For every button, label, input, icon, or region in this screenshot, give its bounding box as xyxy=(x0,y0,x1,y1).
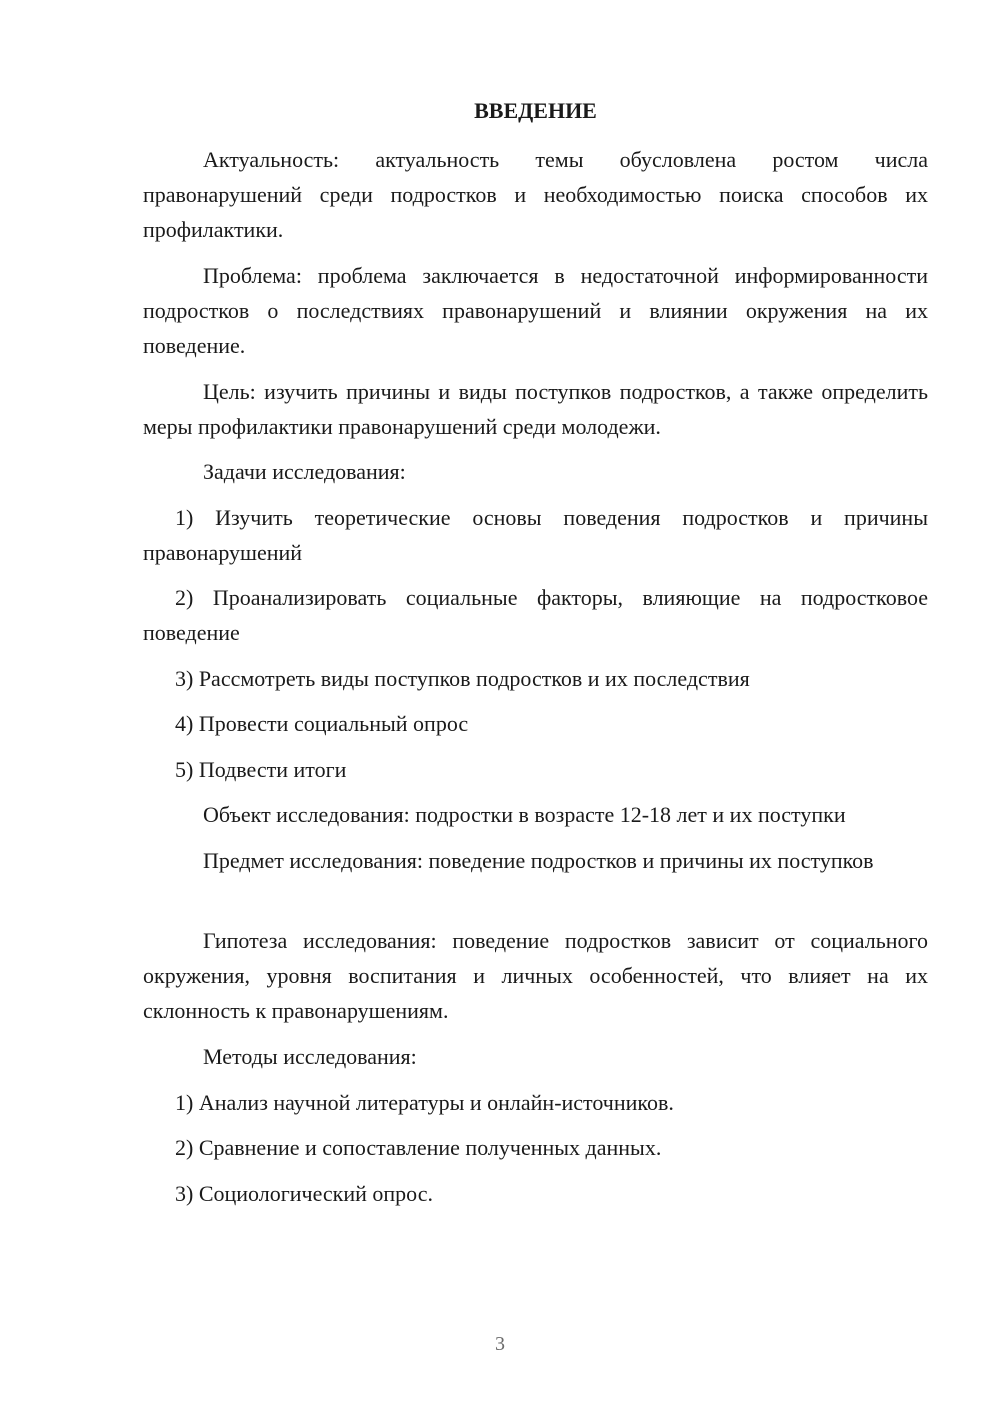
paragraph-relevance: Актуальность: актуальность темы обусловлена ростом числа правонарушений среди подростков и необходимостью поиска способов их профилактики. xyxy=(143,147,928,242)
paragraph-tasks-heading: Задачи исследования: xyxy=(203,459,406,484)
paragraph-goal: Цель: изучить причины и виды поступков подростков, а также определить меры профилактики правонарушений среди молодежи. xyxy=(143,379,928,439)
document-page xyxy=(143,0,928,1414)
paragraph-hypothesis: Гипотеза исследования: поведение подростков зависит от социального окружения, уровня воспитания и личных особенностей, что влияет на их склонность к правонарушениям. xyxy=(143,928,928,1023)
list-item-method-3: 3) Социологический опрос. xyxy=(175,1181,433,1206)
paragraph-object: Объект исследования: подростки в возрасте 12-18 лет и их поступки xyxy=(203,802,846,827)
list-item-method-1: 1) Анализ научной литературы и онлайн-источников. xyxy=(175,1090,674,1115)
page-number: 3 xyxy=(495,1333,505,1355)
list-item-task-2: 2) Проанализировать социальные факторы, влияющие на подростковое поведение xyxy=(143,585,928,645)
list-item-task-5: 5) Подвести итоги xyxy=(175,757,347,782)
paragraph-problem: Проблема: проблема заключается в недостаточной информированности подростков о последствиях правонарушений и влиянии окружения на их поведение. xyxy=(143,263,928,358)
list-item-task-1: 1) Изучить теоретические основы поведения подростков и причины правонарушений xyxy=(143,505,928,565)
list-item-task-3: 3) Рассмотреть виды поступков подростков и их последствия xyxy=(175,666,750,691)
list-item-task-4: 4) Провести социальный опрос xyxy=(175,711,469,736)
paragraph-subject: Предмет исследования: поведение подростков и причины их поступков xyxy=(203,848,874,873)
paragraph-methods-heading: Методы исследования: xyxy=(203,1044,417,1069)
page-title: ВВЕДЕНИЕ xyxy=(474,98,597,123)
list-item-method-2: 2) Сравнение и сопоставление полученных данных. xyxy=(175,1135,662,1160)
